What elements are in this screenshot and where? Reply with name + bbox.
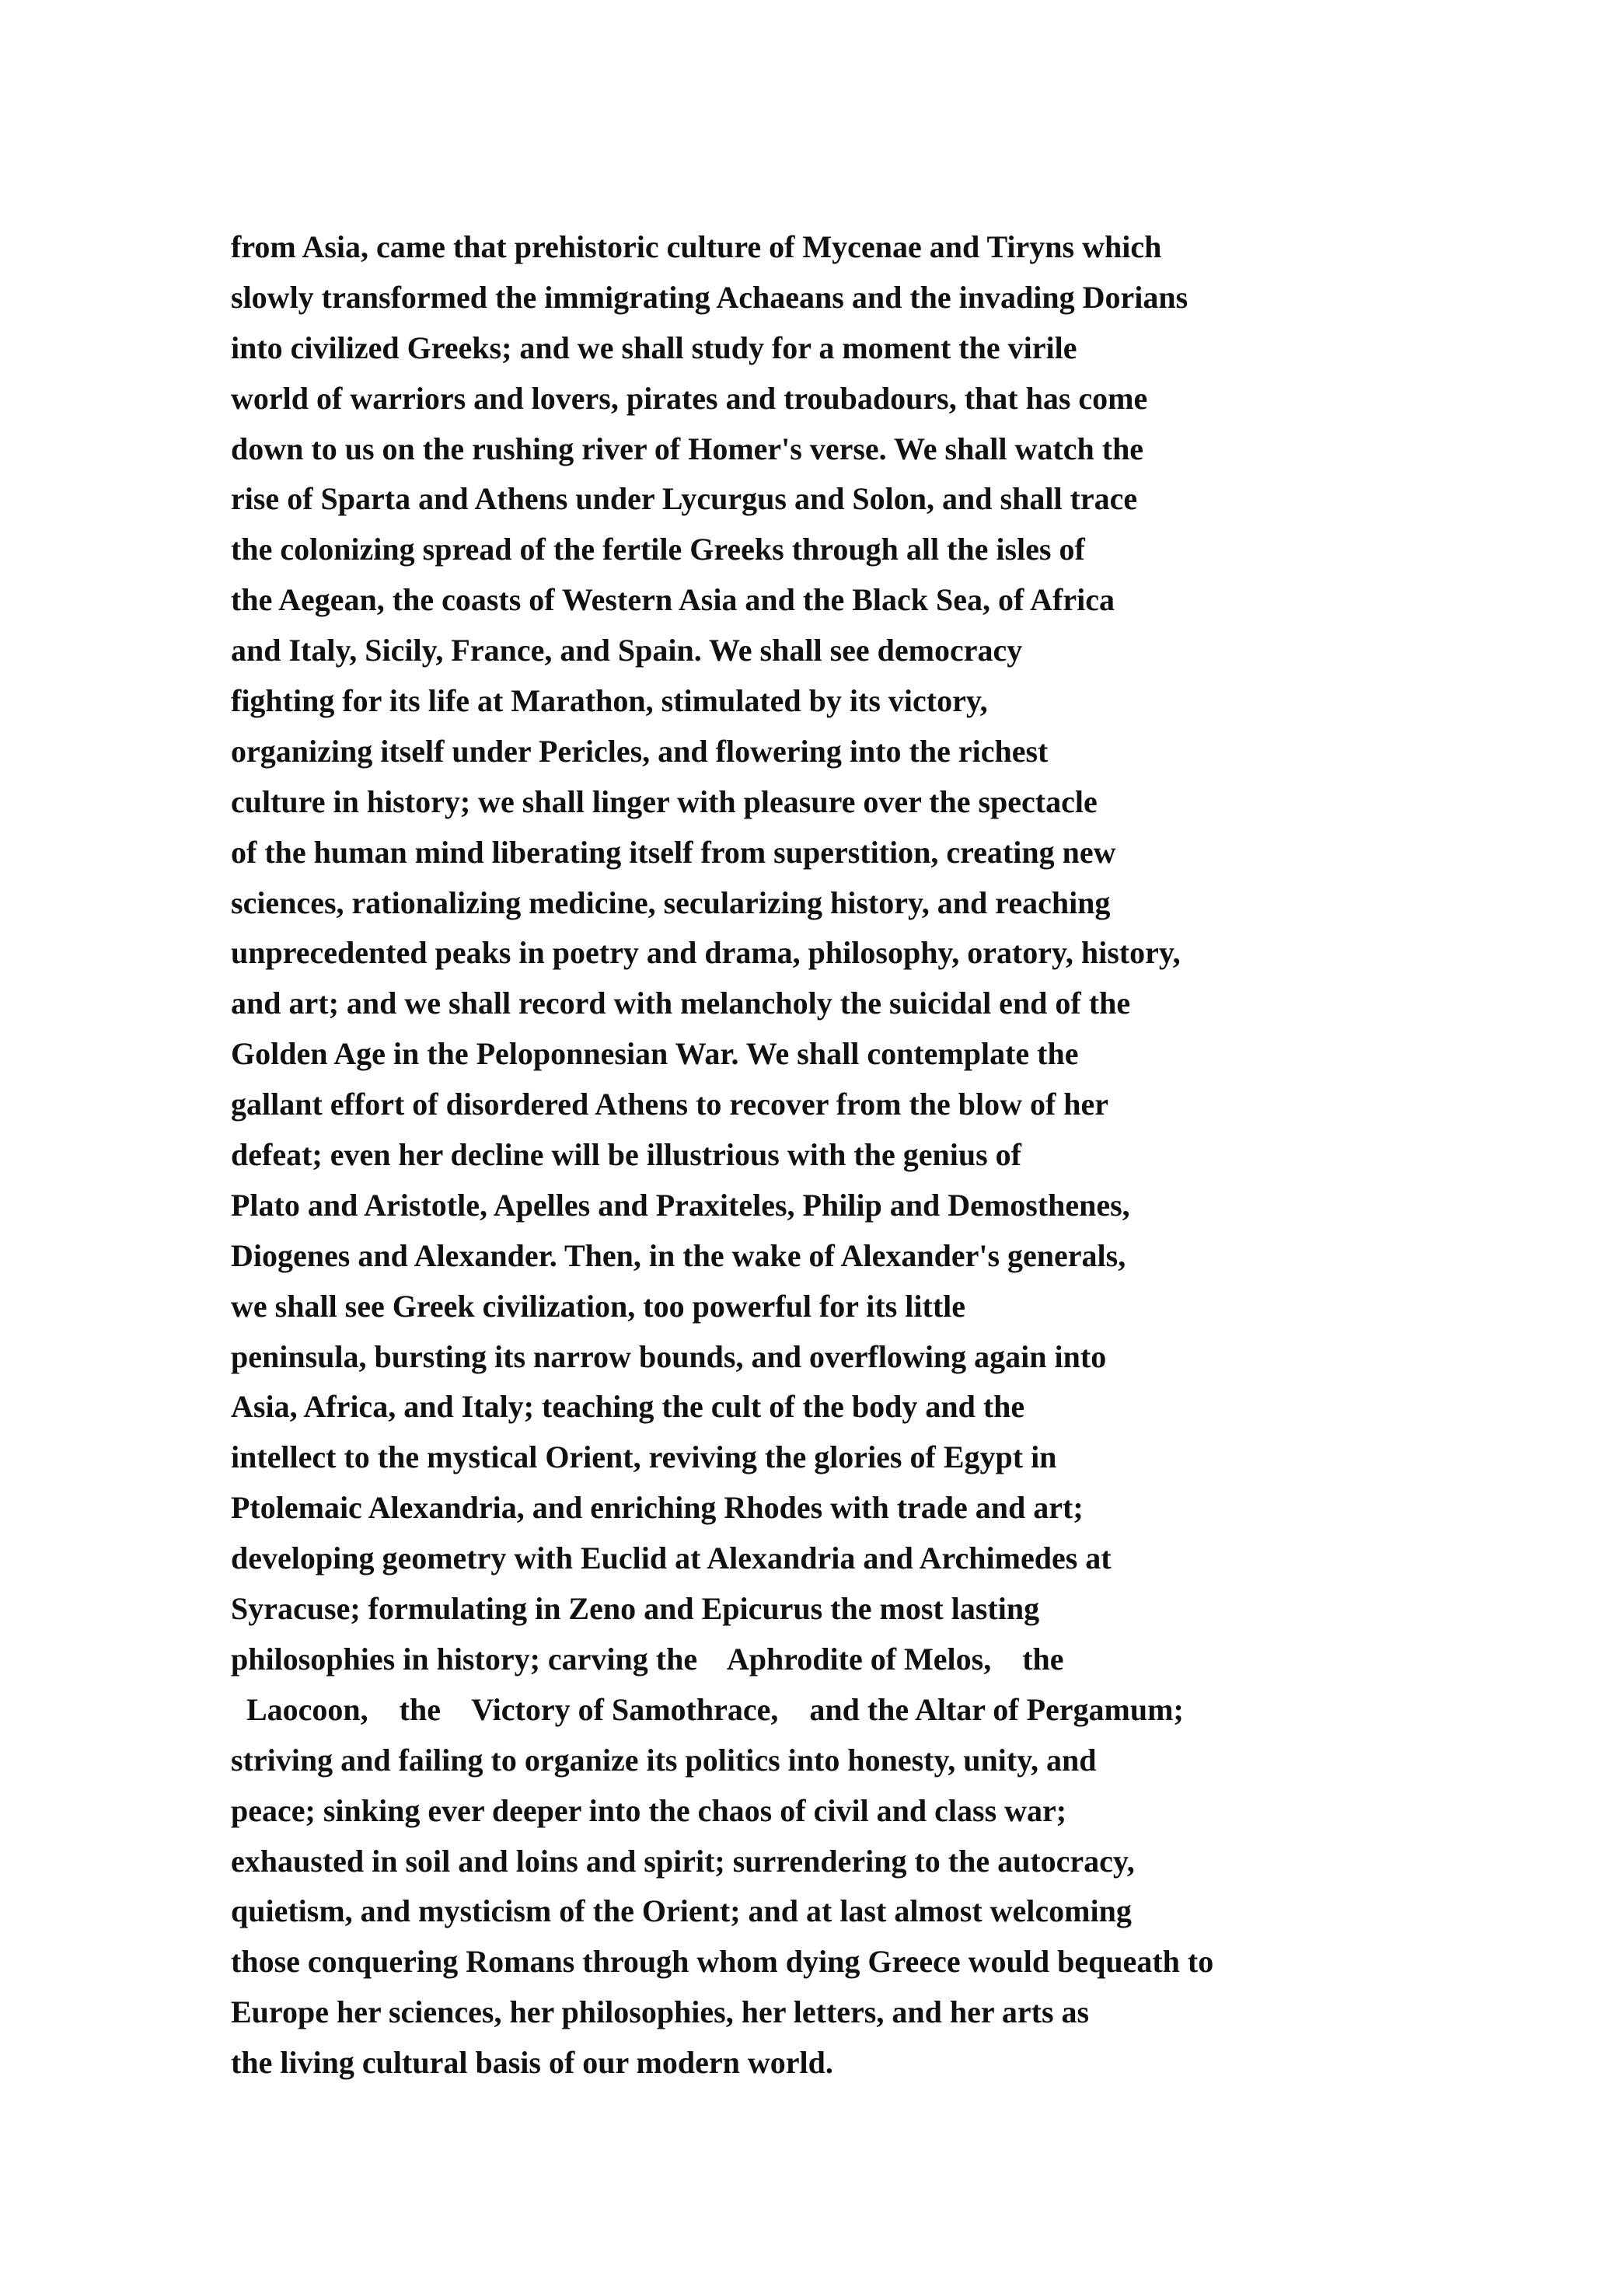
text-line: and art; and we shall record with melancholy the suicidal end of the: [231, 986, 1131, 1021]
text-line: unprecedented peaks in poetry and drama, philosophy, oratory, history,: [231, 935, 1181, 971]
text-line: from Asia, came that prehistoric culture of Mycenae and Tiryns which: [231, 229, 1162, 264]
text-line: Plato and Aristotle, Apelles and Praxiteles, Philip and Demosthenes,: [231, 1187, 1130, 1223]
text-line: sciences, rationalizing medicine, secularizing history, and reaching: [231, 885, 1111, 920]
text-line: slowly transformed the immigrating Achaeans and the invading Dorians: [231, 279, 1188, 315]
text-line: rise of Sparta and Athens under Lycurgus and Solon, and shall trace: [231, 481, 1138, 517]
text-line: the colonizing spread of the fertile Greeks through all the isles of: [231, 532, 1085, 567]
text-line: gallant effort of disordered Athens to recover from the blow of her: [231, 1087, 1109, 1122]
text-line: peninsula, bursting its narrow bounds, and overflowing again into: [231, 1338, 1107, 1374]
text-line: defeat; even her decline will be illustrious with the genius of: [231, 1137, 1021, 1173]
text-line: peace; sinking ever deeper into the chaos of civil and class war;: [231, 1792, 1067, 1828]
text-line: exhausted in soil and loins and spirit; surrendering to the autocracy,: [231, 1843, 1135, 1879]
text-line: the Aegean, the coasts of Western Asia and the Black Sea, of Africa: [231, 582, 1115, 618]
text-line: Europe her sciences, her philosophies, her letters, and her arts as: [231, 1994, 1090, 2030]
text-line: quietism, and mysticism of the Orient; and at last almost welcoming: [231, 1893, 1132, 1929]
text-line: striving and failing to organize its politics into honesty, unity, and: [231, 1742, 1097, 1778]
text-line: intellect to the mystical Orient, reviving the glories of Egypt in: [231, 1439, 1057, 1475]
text-line: developing geometry with Euclid at Alexandria and Archimedes at: [231, 1541, 1112, 1576]
text-line: fighting for its life at Marathon, stimulated by its victory,: [231, 683, 988, 719]
text-line: we shall see Greek civilization, too powerful for its little: [231, 1288, 966, 1324]
text-line: and Italy, Sicily, France, and Spain. We shall see democracy: [231, 633, 1023, 668]
text-line: Golden Age in the Peloponnesian War. We shall contemplate the: [231, 1036, 1079, 1072]
text-line: of the human mind liberating itself from superstition, creating new: [231, 834, 1116, 870]
text-line: Syracuse; formulating in Zeno and Epicurus the most lasting: [231, 1591, 1040, 1627]
body-text: [231, 222, 1568, 2088]
text-line: those conquering Romans through whom dying Greece would bequeath to: [231, 1944, 1214, 1980]
text-line: Laocoon, the Victory of Samothrace, and the Altar of Pergamum;: [231, 1691, 1184, 1727]
text-line: organizing itself under Pericles, and flowering into the richest: [231, 733, 1049, 769]
text-line: Ptolemaic Alexandria, and enriching Rhodes with trade and art;: [231, 1490, 1084, 1526]
text-line: Asia, Africa, and Italy; teaching the cult of the body and the: [231, 1389, 1025, 1425]
text-line: the living cultural basis of our modern world.: [231, 2045, 833, 2081]
text-line: Diogenes and Alexander. Then, in the wake of Alexander's generals,: [231, 1237, 1126, 1273]
text-line: culture in history; we shall linger with pleasure over the spectacle: [231, 783, 1098, 819]
text-line: into civilized Greeks; and we shall study for a moment the virile: [231, 330, 1077, 365]
text-line: down to us on the rushing river of Homer's verse. We shall watch the: [231, 431, 1144, 466]
text-line: philosophies in history; carving the Aphrodite of Melos, the: [231, 1641, 1064, 1677]
text-line: world of warriors and lovers, pirates and troubadours, that has come: [231, 380, 1148, 416]
